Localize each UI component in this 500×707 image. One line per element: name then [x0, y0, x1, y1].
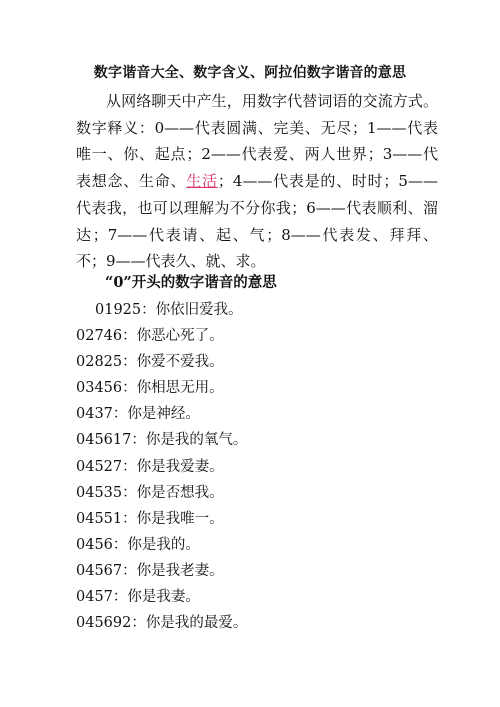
intro-text-after-link: ；4——代表是的、时时；5——代表我，也可以理解为不分你我；6——代表顺利、溜达；7——代表请、起、气；8——代表发、拜拜、不；9——代表久、就、求。	[76, 172, 438, 271]
list-item: 045617：你是我的氧气。	[76, 432, 248, 449]
intro-paragraph	[76, 88, 438, 275]
list-item: 02825：你爱不爱我。	[76, 354, 224, 371]
list-item: 04567：你是我老妻。	[76, 562, 224, 579]
list-item: 0437：你是神经。	[76, 406, 200, 423]
list-item: 0457：你是我妻。	[76, 589, 200, 606]
list-item: 04527：你是我爱妻。	[76, 458, 224, 475]
intro-text-before-link: 从网络聊天中产生，用数字代替词语的交流方式。数字释义：0——代表圆满、完美、无尽；1——代表唯一、你、起点；2——代表爱、两人世界；3——代表想念、生命、	[76, 92, 438, 191]
document-title: 数字谐音大全、数字含义、阿拉伯数字谐音的意思	[93, 65, 407, 81]
list-item: 04535：你是否想我。	[76, 484, 224, 501]
meaning-list	[76, 299, 456, 638]
list-item: 0456：你是我的。	[76, 536, 200, 553]
list-item: 02746：你恶心死了。	[76, 328, 224, 345]
list-item: 045692：你是我的最爱。	[76, 615, 248, 632]
section-subtitle: “0”开头的数字谐音的意思	[105, 274, 277, 291]
life-link[interactable]: 生活	[186, 172, 218, 191]
list-item: 01925：你依旧爱我。	[95, 302, 243, 318]
list-item: 04551：你是我唯一。	[76, 510, 224, 527]
list-item: 03456：你相思无用。	[76, 380, 224, 397]
